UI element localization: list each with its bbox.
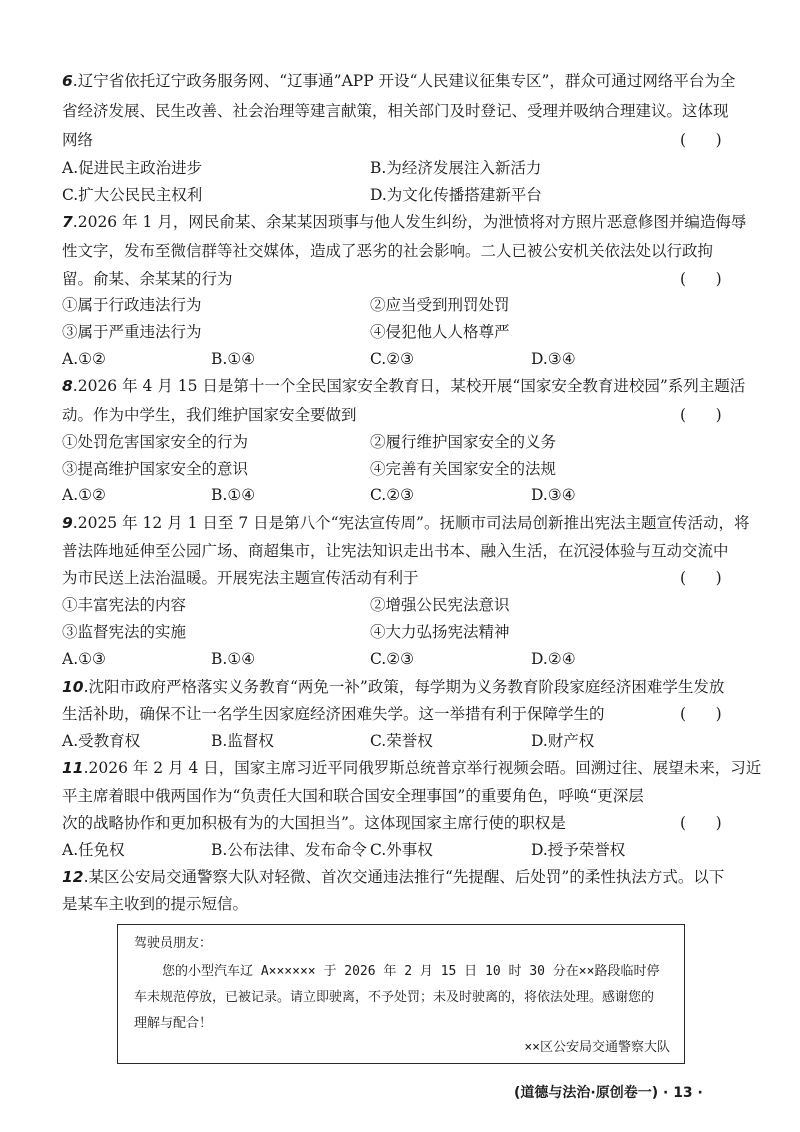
q8-option-a: A.①② xyxy=(62,486,106,504)
sms-notice-box xyxy=(117,924,685,1064)
answer-blank-6: ( ) xyxy=(680,131,722,149)
question-number: 8 xyxy=(62,377,73,395)
question-12-stem-line-2: 是某车主收到的提示短信。 xyxy=(62,895,249,913)
question-number: 7 xyxy=(62,213,73,231)
q8-option-b: B.①④ xyxy=(211,486,256,504)
q9-statement-4: ④大力弘扬宪法精神 xyxy=(370,623,510,641)
sms-body-line-3: 理解与配合！ xyxy=(134,1016,213,1031)
q10-option-a: A.受教育权 xyxy=(62,732,141,750)
q7-option-a: A.①② xyxy=(62,350,106,368)
q7-statement-3: ③属于严重违法行为 xyxy=(62,323,202,341)
q9-option-c: C.②③ xyxy=(370,650,415,668)
sms-body-line-2: 车未规范停放，已被记录。请立即驶离，不予处罚；未及时驶离的，将依法处理。感谢您的 xyxy=(134,990,655,1005)
question-11-stem-line-1: 11.2026 年 2 月 4 日，国家主席习近平同俄罗斯总统普京举行视频会晤。回溯过往、展望未来，习近 xyxy=(62,759,762,777)
q11-option-a: A.任免权 xyxy=(62,841,125,859)
sms-greeting: 驾驶员朋友： xyxy=(134,936,213,951)
question-number: 10 xyxy=(62,678,84,696)
question-11-stem-line-2: 平主席着眼中俄两国作为“负责任大国和联合国安全理事国”的重要角色，呼唤“更深层 xyxy=(62,787,644,805)
question-7-stem-line-1: 7.2026 年 1 月，网民俞某、余某某因琐事与他人发生纠纷，为泄愤将对方照片恶意修图并编造侮辱 xyxy=(62,213,747,231)
question-8-stem-line-1: 8.2026 年 4 月 15 日是第十一个全民国家安全教育日，某校开展“国家安全教育进校园”系列主题活 xyxy=(62,377,746,395)
q7-option-c: C.②③ xyxy=(370,350,415,368)
answer-blank-10: ( ) xyxy=(680,705,722,723)
question-9-stem-line-2: 普法阵地延伸至公园广场、商超集市，让宪法知识走出书本、融入生活，在沉浸体验与互动交流中 xyxy=(62,542,729,560)
page-number: · 13 · xyxy=(663,1085,703,1101)
question-7-stem-line-3: 留。俞某、余某某的行为 xyxy=(62,270,233,288)
q7-statement-1: ①属于行政违法行为 xyxy=(62,296,202,314)
q11-option-c: C.外事权 xyxy=(370,841,433,859)
q9-option-b: B.①④ xyxy=(211,650,256,668)
q11-option-b: B.公布法律、发布命令 xyxy=(211,841,367,859)
q8-statement-1: ①处罚危害国家安全的行为 xyxy=(62,433,249,451)
q7-statement-4: ④侵犯他人人格尊严 xyxy=(370,323,510,341)
footer-title: (道德与法治·原创卷一) xyxy=(514,1085,659,1101)
sms-signature: ××区公安局交通警察大队 xyxy=(524,1040,670,1055)
question-8-stem-line-2: 动。作为中学生，我们维护国家安全要做到 xyxy=(62,406,357,424)
q6-option-c: C.扩大公民民主权利 xyxy=(62,186,203,204)
question-12-stem-line-1: 12.某区公安局交通警察大队对轻微、首次交通违法推行“先提醒、后处罚”的柔性执法方式。以下 xyxy=(62,868,725,886)
q8-statement-2: ②履行维护国家安全的义务 xyxy=(370,433,557,451)
question-number: 12 xyxy=(62,868,84,886)
q10-option-b: B.监督权 xyxy=(211,732,274,750)
sms-body-line-1: 您的小型汽车辽 A×××××× 于 2026 年 2 月 15 日 10 时 30 分在××路段临时停 xyxy=(162,964,660,979)
answer-blank-11: ( ) xyxy=(680,814,722,832)
page-footer xyxy=(514,1083,703,1103)
question-number: 6 xyxy=(62,72,73,90)
answer-blank-8: ( ) xyxy=(680,406,722,424)
q6-option-a: A.促进民主政治进步 xyxy=(62,159,203,177)
question-6-stem-line-3: 网络 xyxy=(62,131,94,149)
question-10-stem-line-2: 生活补助，确保不让一名学生因家庭经济困难失学。这一举措有利于保障学生的 xyxy=(62,705,605,723)
q9-option-d: D.②④ xyxy=(531,650,576,668)
question-9-stem-line-3: 为市民送上法治温暖。开展宪法主题宣传活动有利于 xyxy=(62,569,419,587)
q7-option-b: B.①④ xyxy=(211,350,256,368)
question-11-stem-line-3: 次的战略协作和更加积极有为的大国担当”。这体现国家主席行使的职权是 xyxy=(62,814,566,832)
q9-statement-3: ③监督宪法的实施 xyxy=(62,623,187,641)
q8-option-c: C.②③ xyxy=(370,486,415,504)
question-number: 11 xyxy=(62,759,84,777)
question-number: 9 xyxy=(62,514,73,532)
q7-statement-2: ②应当受到刑罚处罚 xyxy=(370,296,510,314)
q6-option-d: D.为文化传播搭建新平台 xyxy=(370,186,542,204)
q11-option-d: D.授予荣誉权 xyxy=(531,841,626,859)
q10-option-c: C.荣誉权 xyxy=(370,732,433,750)
question-9-stem-line-1: 9.2025 年 12 月 1 日至 7 日是第八个“宪法宣传周”。抚顺市司法局创新推出宪法主题宣传活动，将 xyxy=(62,514,750,532)
q9-statement-1: ①丰富宪法的内容 xyxy=(62,596,187,614)
q6-option-b: B.为经济发展注入新活力 xyxy=(370,159,542,177)
q7-option-d: D.③④ xyxy=(531,350,576,368)
question-7-stem-line-2: 性文字，发布至微信群等社交媒体，造成了恶劣的社会影响。二人已被公安机关依法处以行政拘 xyxy=(62,242,714,260)
answer-blank-9: ( ) xyxy=(680,569,722,587)
q10-option-d: D.财产权 xyxy=(531,732,595,750)
question-6-stem-line-2: 省经济发展、民生改善、社会治理等建言献策，相关部门及时登记、受理并吸纳合理建议。这体现 xyxy=(62,102,729,120)
answer-blank-7: ( ) xyxy=(680,270,722,288)
q9-statement-2: ②增强公民宪法意识 xyxy=(370,596,510,614)
question-6-stem-line-1: 6.辽宁省依托辽宁政务服务网、“辽事通”APP 开设“人民建议征集专区”，群众可通过网络平台为全 xyxy=(62,72,736,90)
q9-option-a: A.①③ xyxy=(62,650,106,668)
q8-option-d: D.③④ xyxy=(531,486,576,504)
q8-statement-3: ③提高维护国家安全的意识 xyxy=(62,460,249,478)
q8-statement-4: ④完善有关国家安全的法规 xyxy=(370,460,557,478)
question-10-stem-line-1: 10.沈阳市政府严格落实义务教育“两免一补”政策，每学期为义务教育阶段家庭经济困难学生发放 xyxy=(62,678,725,696)
